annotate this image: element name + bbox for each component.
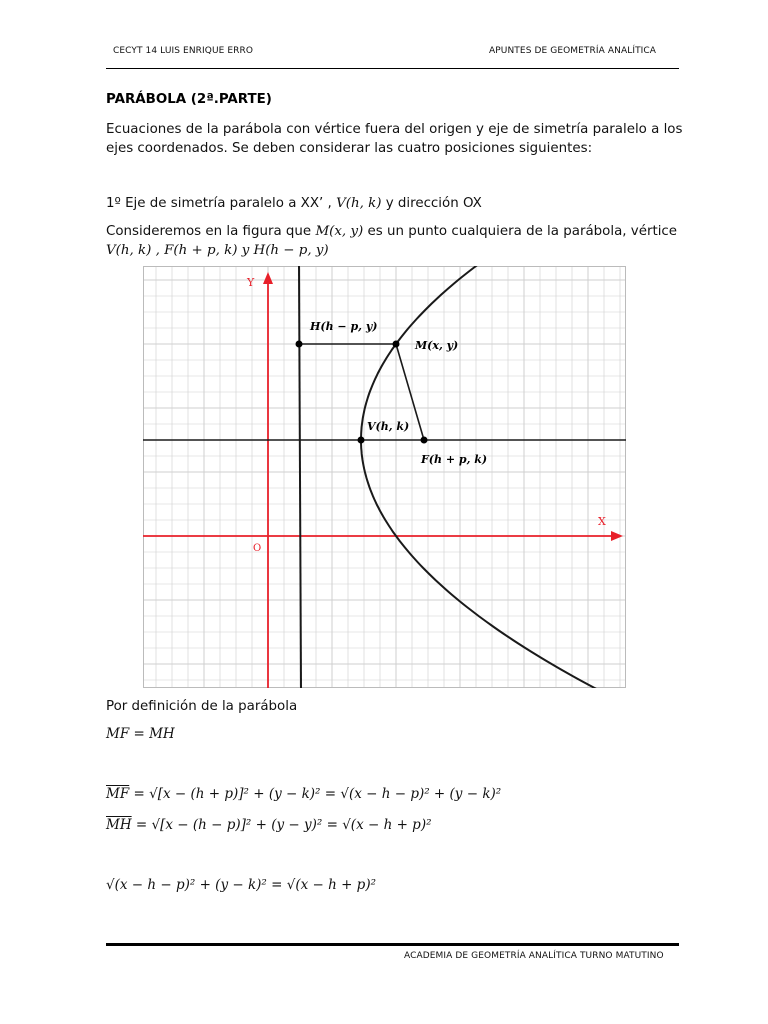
directrix-line — [299, 266, 301, 688]
footer-rule — [106, 943, 679, 946]
consider-suffix: es un punto cualquiera de la parábola, vértice — [367, 224, 678, 239]
label-v: V(h, k) — [367, 420, 410, 433]
footer-text: ACADEMIA DE GEOMETRÍA ANALÍTICA TURNO MATUTINO — [404, 951, 664, 961]
point-v — [358, 437, 365, 444]
figure-border — [144, 267, 626, 688]
figure-axes — [143, 272, 623, 688]
case1-vertex: V(h, k) — [336, 196, 382, 211]
label-m: M(x, y) — [415, 339, 459, 352]
label-h: H(h − p, y) — [310, 320, 378, 333]
case1-suffix: y dirección OX — [385, 196, 482, 211]
definition-text: Por definición de la parábola — [106, 699, 298, 714]
intro-line-1: Ecuaciones de la parábola con vértice fuera del origen y eje de simetría paralelo a los — [106, 122, 683, 137]
equation-mh-lhs: $\overline{MH}$ — [106, 817, 132, 833]
consider-point: M(x, y) — [315, 224, 364, 239]
header-rule — [106, 68, 679, 69]
point-f — [421, 437, 428, 444]
equation-mh-rhs: = √[x − (h − p)]² + (y − y)² = √(x − h + p)² — [135, 817, 432, 833]
equation-final: √(x − h − p)² + (y − k)² = √(x − h + p)² — [106, 877, 377, 893]
definition-eq — [106, 726, 175, 742]
consider-line-1 — [106, 222, 677, 241]
point-m — [393, 341, 400, 348]
parabola-figure — [143, 266, 626, 688]
y-axis-arrow — [263, 272, 273, 284]
consider-prefix: Consideremos en la figura que — [106, 224, 312, 239]
figure-grid — [143, 266, 626, 688]
definition-eq-text: MF = MH — [106, 726, 175, 742]
parabola-curve — [361, 266, 606, 688]
header-left: CECYT 14 LUIS ENRIQUE ERRO — [113, 46, 254, 56]
x-axis-arrow — [611, 531, 623, 541]
section-title: PARÁBOLA (2ª.PARTE) — [106, 92, 272, 107]
point-h — [296, 341, 303, 348]
axis-y-label: Y — [247, 276, 255, 289]
label-f: F(h + p, k) — [421, 453, 488, 466]
equation-mf-rhs: = √[x − (h + p)]² + (y − k)² = √(x − h − p)² + (y − k)² — [133, 786, 502, 802]
origin-label: O — [253, 543, 262, 554]
equation-mf-lhs: $\overline{MF}$ — [106, 786, 130, 802]
intro-line-2: ejes coordenados. Se deben considerar las cuatro posiciones siguientes: — [106, 141, 593, 156]
equation-mf — [106, 786, 501, 802]
case1-prefix: 1º Eje de simetría paralelo a XX’ , — [106, 196, 332, 211]
header-right: APUNTES DE GEOMETRÍA ANALÍTICA — [489, 46, 657, 56]
case1-line — [106, 194, 482, 213]
equation-mh — [106, 817, 432, 833]
consider-line-2: V(h, k) , F(h + p, k) y H(h − p, y) — [106, 243, 329, 258]
axis-x-label: X — [598, 515, 606, 528]
